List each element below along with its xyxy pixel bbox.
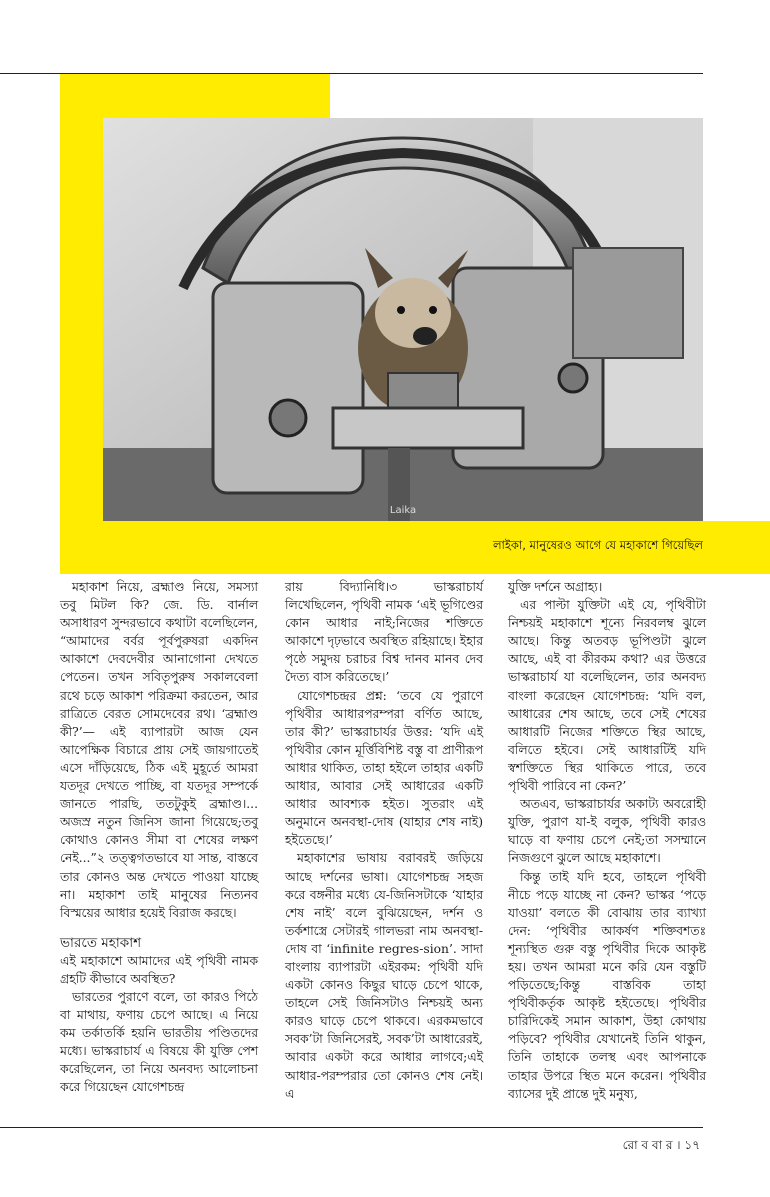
paragraph: এর পাল্টা যুক্তিটা এই যে, পৃথিবীটা নিশ্চয়ই মহাকাশে শূন্যে নিরবলম্ব ঝুলে আছে। কিন্তু অতবড় ভূপিণ্ডটা ঝুলে আছে, এই বা কীরকম কথা? এর উত্তরে ভাস্করাচার্য যা বলেছিলেন, তার অনবদ্য বাংলা করেছেন যোগেশচন্দ্র: ‘যদি বল, আধারের শেষ আছে, তবে সেই শেষের আধারটি নিজের শক্তিতে স্থির আছে, বলিতে হইবে। সেই আধারটিই যদি স্বশক্তিতে স্থির থাকিতে পারে, তবে পৃথিবী পারিবে না কেন?’: [508, 598, 706, 794]
paragraph: রায় বিদ্যানিধি।৩ ভাস্করাচার্য লিখেছিলেন, পৃথিবী নামক ‘এই ভূগিণ্ডের কোন আধার নাই;নিজের শক্তিতে আকাশে দৃঢ়ভাবে অবস্থিত রহিয়াছে। ইহার পৃষ্ঠে সমুদয় চরাচর বিশ্ব দানব মানব দেব দৈত্য বাস করিতেছে।’: [285, 580, 483, 685]
text-column-1: [60, 578, 258, 1097]
bottom-rule: [0, 1127, 703, 1128]
paragraph: অতএব, ভাস্করাচার্যর অকাট্য অবরোহী যুক্তি, পুরাণ যা-ই বলুক, পৃথিবী কারও ঘাড়ে বা ফণায় চেপে নেই;তা সসম্মানে নিজগুণে ঝুলে আছে মহাকাশে।: [508, 797, 706, 866]
paragraph: যুক্তি দর্শনে অগ্রাহ্য।: [508, 580, 603, 594]
paragraph: মহাকাশের ভাষায় বরাবরই জড়িয়ে আছে দর্শনের ভাষা। যোগেশচন্দ্র সহজ করে বঙ্গনীর মধ্যে যে-জিনিসটাকে ‘যাহার শেষ নাই’ বলে বুঝিয়েছেন, দর্শন ও তর্কশাস্ত্রে সেটারই গালভরা নাম অনবস্থা-দোষ বা ‘infinite regres-sion’. সাদা বাংলায় ব্যাপারটা এইরকম: পৃথিবী যদি একটা কোনও কিছুর ঘাড়ে চেপে থাকে, তাহলে সেই জিনিসটাও নিশ্চয়ই অন্য কারও ঘাড়ে চেপে থাকবে। এরকমভাবে সবক’টা জিনিসেরই, সবক’টা আধারেরই, আবার একটা করে আধার লাগবে;এই আধার-পরম্পরার তো কোনও শেষ নেই। এ: [285, 851, 483, 1101]
page-footer: রো ব বা র । ১৭: [622, 1138, 700, 1152]
svg-text:Laika: Laika: [389, 505, 417, 516]
yellow-accent-side: [60, 74, 103, 574]
laika-photo: [103, 118, 703, 521]
text-column-3: [508, 578, 706, 1103]
text-column-2: [285, 578, 483, 1103]
photo-caption: লাইকা, মানুষেরও আগে যে মহাকাশে গিয়েছিল: [492, 538, 703, 552]
paragraph: কিন্তু তাই যদি হবে, তাহলে পৃথিবী নীচে পড়ে যাচ্ছে না কেন? ভাস্কর ‘পড়ে যাওয়া’ বলতে কী বোঝায় তার ব্যাখ্যা দেন: ‘পৃথিবীর আকর্ষণ শক্তিবশতঃ শূন্যস্থিত গুরু বস্তু পৃথিবীর দিকে আকৃষ্ট হয়। তখন আমরা মনে করি যেন বস্তুটি পড়িতেছে;কিন্তু বাস্তবিক তাহা পৃথিবীকর্তৃক আকৃষ্ট হইতেছে। পৃথিবীর চারিদিকেই সমান আকাশ, উহা কোথায় পড়িবে? পৃথিবীর যেখানেই তিনি থাকুন, তিনি তাহাকে তলস্থ এবং আপনাকে তাহার উপরে স্থিত মনে করেন। পৃথিবীর ব্যাসের দুই প্রান্তে দুই মনুষ্য,: [508, 869, 706, 1101]
section-heading: ভারতে মহাকাশ: [60, 934, 142, 951]
paragraph: ভারতের পুরাণে বলে, তা কারও পিঠে বা মাথায়, ফণায় চেপে আছে। এ নিয়ে কম তর্কাতর্কি হয়নি ভারতীয় পণ্ডিতদের মধ্যে। ভাস্করাচার্য এ বিষয়ে কী যুক্তি পেশ করেছিলেন, তা নিয়ে অনবদ্য আলোচনা করে গিয়েছেন যোগেশচন্দ্র: [60, 989, 258, 1095]
paragraph: এই মহাকাশে আমাদের এই পৃথিবী নামক গ্রহটি কীভাবে অবস্থিত?: [60, 953, 258, 986]
paragraph: মহাকাশ নিয়ে, ব্রহ্মাণ্ড নিয়ে, সমস্যা তবু মিটল কি? জে. ডি. বার্নাল অসাধারণ সুন্দরভাবে কথাটা বলেছিলেন, “আমাদের বর্বর পূর্বপুরুষরা একদিন আকাশে দেবদেবীর আনাগোনা দেখতে পেতেন। তখন সবিতৃপুরুষ সকালবেলা রথে চড়ে আকাশ পরিক্রমা করতেন, আর রাত্রিতে বেরত সোমদেবের রথ। ‘ব্রহ্মাণ্ড কী?’— এই ব্যাপারটা আজ যেন আপেক্ষিক বিচারে প্রায় সেই জায়গাতেই এসে দাঁড়িয়েছে, ঠিক এই মুহূর্তে আমরা যতদূর দেখতে পাচ্ছি, বা যতদূর সম্পর্কে জানতে পারছি, ততটুকুই ব্রহ্মাণ্ড।... অজস্র নতুন জিনিস জানা গিয়েছে;তবু কোথাও কোনও সীমা বা শেষের লক্ষণ নেই...”২ তত্ত্বগতভাবে যা সান্ত, বাস্তবে তার কোনও অন্ত দেখতে পাওয়া যাচ্ছে না। মহাকাশ তাই মানুষের নিত্যনব বিস্ময়ের আধার হয়েই বিরাজ করছে।: [60, 580, 258, 920]
paragraph: যোগেশচন্দ্রর প্রশ্ন: ‘তবে যে পুরাণে পৃথিবীর আধারপরম্পরা বর্ণিত আছে, তার কী?’ ভাস্করাচার্যর উত্তর: ‘যদি এই পৃথিবীর কোন মূর্ত্তিবিশিষ্ট বস্তু বা প্রাণীরূপ আধার থাকিত, তাহা হইলে তাহার একটি আধার, আবার সেই আধারের একটি আধার আবশ্যক হইত। সুতরাং এই অনুমানে অনবস্থা-দোষ (যাহার শেষ নাই) হইতেছে।’: [285, 688, 483, 848]
